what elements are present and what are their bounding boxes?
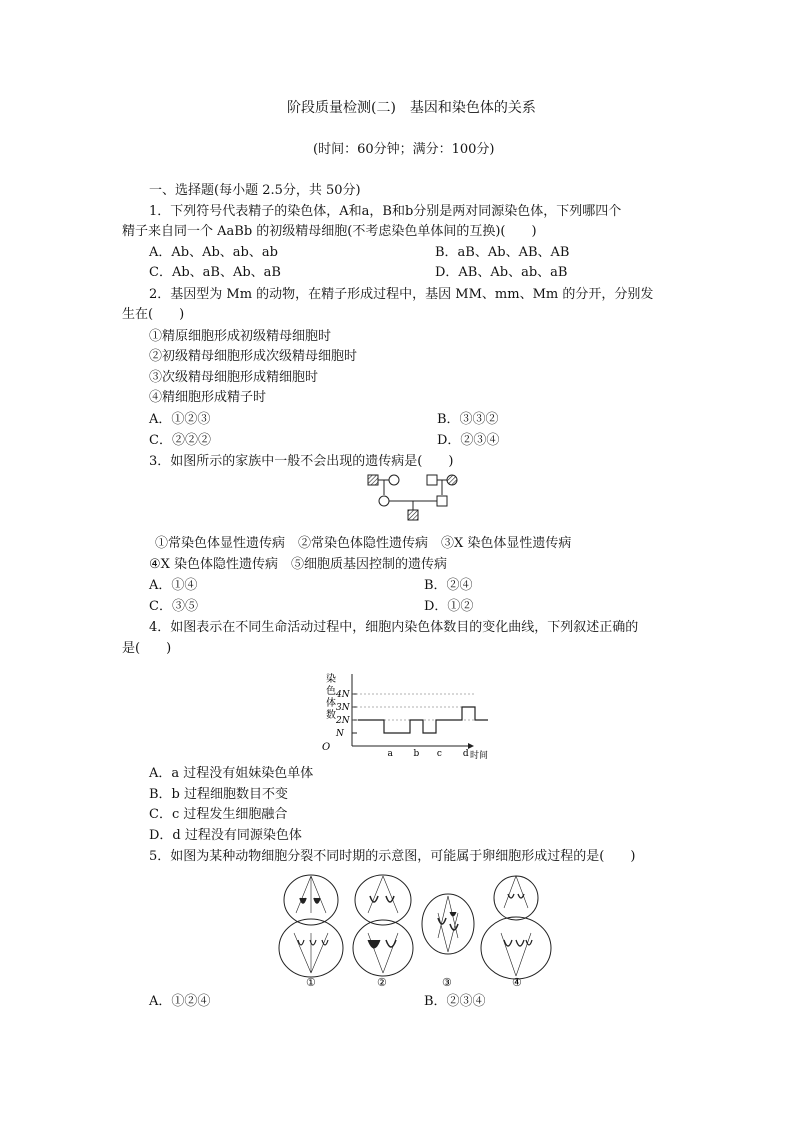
q1-option-a: A．Ab、Ab、ab、ab bbox=[149, 245, 278, 260]
chart-ylabel-2: 色 bbox=[326, 686, 336, 697]
q4-stem-line1: 4．如图表示在不同生命活动过程中，细胞内染色体数目的变化曲线，下列叙述正确的 bbox=[149, 620, 639, 635]
q2-item-1: ①精原细胞形成初级精母细胞时 bbox=[149, 329, 332, 344]
cell-label-3: ③ bbox=[442, 976, 452, 989]
q3-statements-line2: ④X 染色体隐性遗传病 ⑤细胞质基因控制的遗传病 bbox=[149, 557, 448, 572]
q4-option-d: D．d 过程没有同源染色体 bbox=[149, 828, 302, 843]
cell-division-figure bbox=[276, 868, 556, 990]
chart-ytick-label: 4N bbox=[336, 690, 350, 700]
pedigree-affected-male-2 bbox=[408, 510, 418, 520]
pedigree-female-2 bbox=[379, 496, 389, 506]
q2-item-4: ④精细胞形成精子时 bbox=[149, 390, 267, 405]
chart-segment-label: d bbox=[462, 749, 469, 759]
q3-option-c: C．③⑤ bbox=[149, 599, 198, 614]
pedigree-affected-male-1 bbox=[368, 475, 378, 485]
cell-1-diagram bbox=[279, 875, 343, 977]
page-subtitle: (时间：60分钟；满分：100分) bbox=[313, 142, 495, 157]
q3-option-b: B．②④ bbox=[424, 578, 473, 593]
chromosome-number-chart bbox=[318, 668, 498, 760]
pedigree-male-3 bbox=[437, 496, 447, 506]
q2-item-3: ③次级精母细胞形成精细胞时 bbox=[149, 370, 319, 385]
q3-statements-line1: ①常染色体显性遗传病 ②常染色体隐性遗传病 ③X 染色体显性遗传病 bbox=[155, 536, 572, 551]
chart-segment-label: a bbox=[387, 749, 393, 759]
chart-segment-label: b bbox=[413, 749, 420, 759]
q1-option-c: C．Ab、aB、Ab、aB bbox=[149, 265, 281, 280]
chart-ylabel-4: 数 bbox=[326, 710, 336, 721]
chart-xlabel: 时间 bbox=[470, 751, 489, 760]
chart-ytick-label: 3N bbox=[336, 703, 350, 713]
q1-stem-line1: 1．下列符号代表精子的染色体，A和a，B和b分别是两对同源染色体，下列哪四个 bbox=[149, 204, 622, 219]
cell-label-2: ② bbox=[377, 976, 387, 989]
chart-ylabel-3: 体 bbox=[326, 698, 336, 709]
q2-stem-line1: 2．基因型为 Mm 的动物，在精子形成过程中，基因 MM、mm、Mm 的分开，分别发 bbox=[149, 287, 654, 302]
page-title: 阶段质量检测(二) 基因和染色体的关系 bbox=[287, 100, 536, 116]
pedigree-male-2 bbox=[427, 475, 437, 485]
cell-2-diagram bbox=[353, 875, 413, 976]
q5-stem: 5．如图为某种动物细胞分裂不同时期的示意图，可能属于卵细胞形成过程的是( ) bbox=[149, 849, 636, 864]
pedigree-figure bbox=[360, 470, 470, 522]
chart-ytick-label: 2N bbox=[336, 716, 350, 726]
q1-stem-line2: 精子来自同一个 AaBb 的初级精母细胞(不考虑染色单体间的互换)( ) bbox=[122, 224, 537, 239]
q2-option-d: D．②③④ bbox=[437, 433, 500, 448]
q1-option-d: D．AB、Ab、ab、aB bbox=[435, 265, 568, 280]
cell-3-diagram bbox=[422, 894, 474, 954]
q3-option-d: D．①② bbox=[424, 599, 474, 614]
chart-x-arrow bbox=[468, 743, 474, 749]
q4-option-c: C．c 过程发生细胞融合 bbox=[149, 807, 288, 822]
q3-stem: 3．如图所示的家族中一般不会出现的遗传病是( ) bbox=[149, 454, 454, 469]
q2-option-b: B．③③② bbox=[437, 412, 499, 427]
q2-stem-line2: 生在( ) bbox=[122, 307, 185, 322]
cell-label-4: ④ bbox=[512, 976, 522, 989]
pedigree-female-1 bbox=[389, 475, 399, 485]
chart-ytick-label: N bbox=[336, 729, 344, 739]
q2-item-2: ②初级精母细胞形成次级精母细胞时 bbox=[149, 349, 358, 364]
cell-4-diagram bbox=[481, 876, 551, 979]
chart-ylabel-1: 染 bbox=[326, 674, 336, 685]
q1-option-b: B．aB、Ab、AB、AB bbox=[435, 245, 570, 260]
q2-option-a: A．①②③ bbox=[149, 412, 211, 427]
pedigree-affected-female-1 bbox=[447, 475, 457, 485]
chart-origin-label: O bbox=[322, 742, 331, 753]
q4-option-a: A．a 过程没有姐妹染色单体 bbox=[149, 766, 314, 781]
chart-segment-label: c bbox=[436, 749, 442, 759]
cell-label-1: ① bbox=[306, 976, 316, 989]
q3-option-a: A．①④ bbox=[149, 578, 198, 593]
q4-stem-line2: 是( ) bbox=[122, 641, 172, 656]
q4-option-b: B．b 过程细胞数目不变 bbox=[149, 787, 289, 802]
section-heading: 一、选择题(每小题 2.5分，共 50分) bbox=[149, 183, 361, 198]
q5-option-a: A．①②④ bbox=[149, 994, 211, 1009]
q5-option-b: B．②③④ bbox=[424, 994, 486, 1009]
q2-option-c: C．②②② bbox=[149, 433, 211, 448]
